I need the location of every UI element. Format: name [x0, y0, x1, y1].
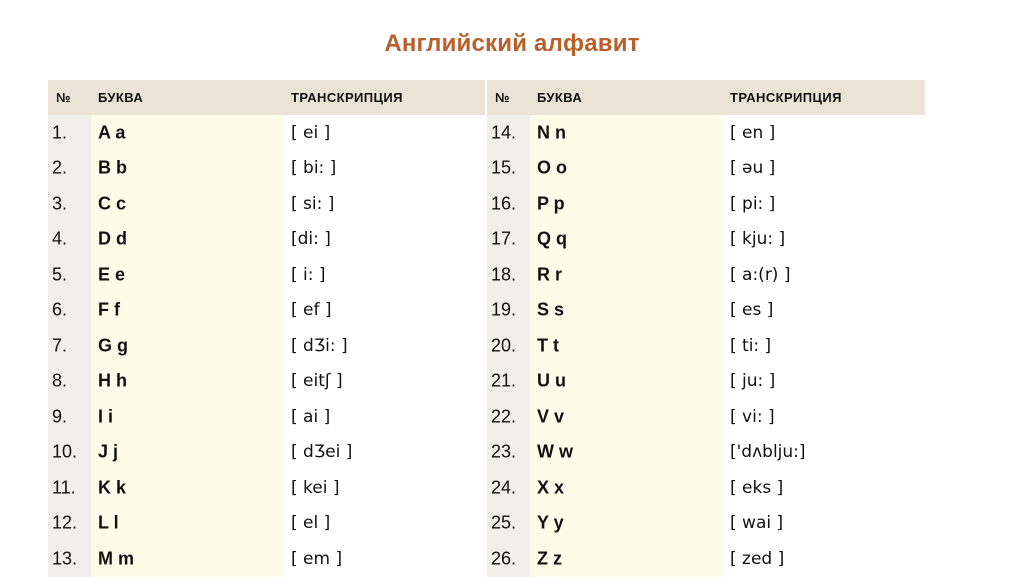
row-transcription: [ ai ]: [291, 406, 331, 427]
row-letter-cell: [91, 435, 284, 471]
row-letter: J j: [98, 441, 119, 462]
row-number: 25.: [491, 512, 517, 533]
row-transcription: [ a:(r) ]: [730, 264, 791, 285]
row-transcription: [ ei ]: [291, 122, 331, 143]
row-number-cell: [48, 541, 91, 577]
row-number-cell: [487, 470, 530, 506]
row-letter-cell: [530, 364, 723, 400]
row-transcription: [ em ]: [291, 548, 343, 569]
row-transcription: [di: ]: [291, 229, 331, 250]
row-letter-cell: [91, 470, 284, 506]
alphabet-table-right: [487, 80, 925, 577]
row-transcription-cell: [284, 435, 485, 471]
row-letter: U u: [537, 370, 566, 391]
row-number-cell: [48, 222, 91, 258]
row-transcription: [ si: ]: [291, 193, 335, 214]
row-transcription-cell: [723, 222, 925, 258]
row-transcription-cell: [284, 293, 485, 329]
row-number: 18.: [491, 264, 517, 285]
row-transcription-cell: [723, 186, 925, 222]
row-letter: V v: [537, 406, 565, 427]
row-letter: O o: [537, 157, 567, 178]
row-number: 22.: [491, 406, 517, 427]
row-number: 17.: [491, 228, 517, 249]
row-letter: Y y: [537, 512, 564, 533]
row-number: 16.: [491, 193, 517, 214]
row-number: 26.: [491, 548, 517, 569]
row-transcription: [ ju: ]: [730, 371, 776, 392]
row-transcription-cell: [723, 328, 925, 364]
row-letter-cell: [530, 293, 723, 329]
row-letter-cell: [91, 115, 284, 151]
row-number-cell: [48, 186, 91, 222]
row-number-cell: [487, 186, 530, 222]
row-transcription: [ dƷi: ]: [291, 335, 348, 356]
row-number: 9.: [52, 406, 68, 427]
row-transcription-cell: [723, 151, 925, 187]
header-number: №: [495, 90, 510, 105]
row-number-cell: [487, 293, 530, 329]
row-transcription-cell: [284, 506, 485, 542]
row-transcription: [ eitʃ ]: [291, 371, 343, 392]
row-number: 2.: [52, 157, 68, 178]
row-letter-cell: [530, 435, 723, 471]
row-letter-cell: [530, 186, 723, 222]
row-letter: P p: [537, 193, 565, 214]
row-number: 6.: [52, 299, 68, 320]
row-transcription-cell: [284, 541, 485, 577]
row-letter: Z z: [537, 548, 562, 569]
table-row: [487, 506, 925, 542]
table-row: [48, 435, 485, 471]
row-number-cell: [487, 151, 530, 187]
row-number-cell: [487, 328, 530, 364]
header-letter: БУКВА: [98, 90, 144, 105]
row-transcription: [ kei ]: [291, 477, 340, 498]
row-transcription: [ pi: ]: [730, 193, 776, 214]
row-number: 4.: [52, 228, 68, 249]
row-number-cell: [48, 328, 91, 364]
table-row: [487, 328, 925, 364]
alphabet-table-left: [48, 80, 485, 577]
row-letter-cell: [91, 257, 284, 293]
row-transcription-cell: [723, 470, 925, 506]
row-transcription-cell: [284, 115, 485, 151]
row-letter: Q q: [537, 228, 567, 249]
row-letter: T t: [537, 335, 559, 356]
row-transcription: [ ef ]: [291, 300, 332, 321]
row-letter-cell: [91, 222, 284, 258]
row-letter-cell: [530, 115, 723, 151]
row-number-cell: [48, 257, 91, 293]
row-number: 8.: [52, 370, 68, 391]
row-transcription-cell: [723, 115, 925, 151]
table-row: [48, 470, 485, 506]
row-number-cell: [487, 399, 530, 435]
table-row: [48, 293, 485, 329]
row-transcription: [ es ]: [730, 300, 774, 321]
table-row: [48, 222, 485, 258]
row-number: 24.: [491, 477, 517, 498]
table-row: [487, 435, 925, 471]
row-transcription-cell: [723, 293, 925, 329]
table-row: [487, 257, 925, 293]
row-letter: W w: [537, 441, 573, 462]
row-transcription-cell: [723, 257, 925, 293]
row-number-cell: [487, 541, 530, 577]
row-letter: B b: [98, 157, 127, 178]
row-number: 7.: [52, 335, 68, 356]
row-number-cell: [487, 257, 530, 293]
row-transcription-cell: [284, 399, 485, 435]
table-row: [487, 293, 925, 329]
table-row: [48, 506, 485, 542]
row-number-cell: [487, 364, 530, 400]
row-transcription-cell: [284, 364, 485, 400]
header-number: №: [56, 90, 71, 105]
row-letter-cell: [530, 470, 723, 506]
row-number-cell: [487, 435, 530, 471]
row-transcription: [ vi: ]: [730, 406, 775, 427]
row-transcription: [ zed ]: [730, 548, 785, 569]
row-letter-cell: [530, 399, 723, 435]
row-letter: A a: [98, 122, 126, 143]
row-letter-cell: [91, 506, 284, 542]
row-transcription: [ i: ]: [291, 264, 326, 285]
row-number: 14.: [491, 122, 517, 143]
row-letter: M m: [98, 548, 134, 569]
row-transcription-cell: [284, 222, 485, 258]
row-number: 19.: [491, 299, 517, 320]
row-letter-cell: [91, 399, 284, 435]
row-number: 1.: [52, 122, 68, 143]
row-number: 10.: [52, 441, 78, 462]
row-letter: H h: [98, 370, 127, 391]
row-number-cell: [487, 222, 530, 258]
row-transcription: [ ti: ]: [730, 335, 772, 356]
row-letter-cell: [530, 328, 723, 364]
table-body-left: [48, 115, 485, 577]
row-number: 21.: [491, 370, 517, 391]
row-letter-cell: [91, 186, 284, 222]
table-row: [48, 364, 485, 400]
row-transcription: [ el ]: [291, 513, 331, 534]
table-row: [487, 541, 925, 577]
row-number-cell: [48, 293, 91, 329]
table-row: [48, 151, 485, 187]
table-row: [487, 186, 925, 222]
header-letter: БУКВА: [537, 90, 583, 105]
row-letter-cell: [530, 222, 723, 258]
header-transcription: ТРАНСКРИПЦИЯ: [291, 90, 403, 105]
row-letter: E e: [98, 264, 126, 285]
table-row: [48, 399, 485, 435]
row-letter-cell: [530, 541, 723, 577]
row-transcription: [ bi: ]: [291, 158, 337, 179]
table-row: [48, 328, 485, 364]
row-number-cell: [48, 151, 91, 187]
row-transcription-cell: [284, 328, 485, 364]
table-row: [48, 115, 485, 151]
row-letter-cell: [530, 506, 723, 542]
row-letter-cell: [91, 293, 284, 329]
row-number-cell: [48, 506, 91, 542]
row-number-cell: [487, 506, 530, 542]
row-number: 13.: [52, 548, 78, 569]
row-letter-cell: [91, 541, 284, 577]
table-header: [48, 80, 485, 115]
row-letter: N n: [537, 122, 566, 143]
row-transcription: [ wai ]: [730, 513, 784, 534]
row-number-cell: [487, 115, 530, 151]
row-letter: K k: [98, 477, 127, 498]
row-transcription: ['dʌblju:]: [730, 442, 806, 463]
row-number: 3.: [52, 193, 68, 214]
table-row: [48, 541, 485, 577]
row-transcription-cell: [723, 399, 925, 435]
row-number-cell: [48, 435, 91, 471]
table-row: [487, 222, 925, 258]
row-letter: G g: [98, 335, 128, 356]
row-letter: D d: [98, 228, 127, 249]
row-letter: X x: [537, 477, 565, 498]
row-number: 23.: [491, 441, 517, 462]
row-number-cell: [48, 115, 91, 151]
row-transcription: [ eks ]: [730, 477, 784, 498]
table-row: [487, 399, 925, 435]
row-letter-cell: [530, 151, 723, 187]
row-letter: C c: [98, 193, 127, 214]
row-number-cell: [48, 470, 91, 506]
row-letter-cell: [91, 151, 284, 187]
table-body-right: [487, 115, 925, 577]
row-number: 11.: [52, 477, 76, 498]
row-letter: S s: [537, 299, 565, 320]
row-letter-cell: [530, 257, 723, 293]
row-transcription-cell: [284, 470, 485, 506]
table-row: [48, 186, 485, 222]
table-row: [487, 151, 925, 187]
row-transcription-cell: [723, 435, 925, 471]
row-number-cell: [48, 399, 91, 435]
row-transcription-cell: [284, 186, 485, 222]
header-transcription: ТРАНСКРИПЦИЯ: [730, 90, 842, 105]
table-row: [487, 364, 925, 400]
row-number-cell: [48, 364, 91, 400]
row-transcription-cell: [723, 541, 925, 577]
row-transcription: [ əu ]: [730, 158, 776, 179]
row-transcription: [ kju: ]: [730, 229, 786, 250]
table-row: [487, 470, 925, 506]
row-letter-cell: [91, 328, 284, 364]
row-letter: L l: [98, 512, 119, 533]
row-number: 15.: [491, 157, 517, 178]
table-row: [48, 257, 485, 293]
row-letter: I i: [98, 406, 114, 427]
row-transcription: [ en ]: [730, 122, 776, 143]
table-row: [487, 115, 925, 151]
row-transcription-cell: [723, 506, 925, 542]
row-transcription-cell: [723, 364, 925, 400]
row-number: 20.: [491, 335, 517, 356]
row-number: 5.: [52, 264, 68, 285]
row-letter: F f: [98, 299, 120, 320]
row-transcription-cell: [284, 257, 485, 293]
row-letter-cell: [91, 364, 284, 400]
page-title: Английский алфавит: [384, 30, 640, 57]
row-number: 12.: [52, 512, 78, 533]
row-transcription: [ dƷei ]: [291, 442, 353, 463]
row-letter: R r: [537, 264, 563, 285]
row-transcription-cell: [284, 151, 485, 187]
table-header: [487, 80, 925, 115]
